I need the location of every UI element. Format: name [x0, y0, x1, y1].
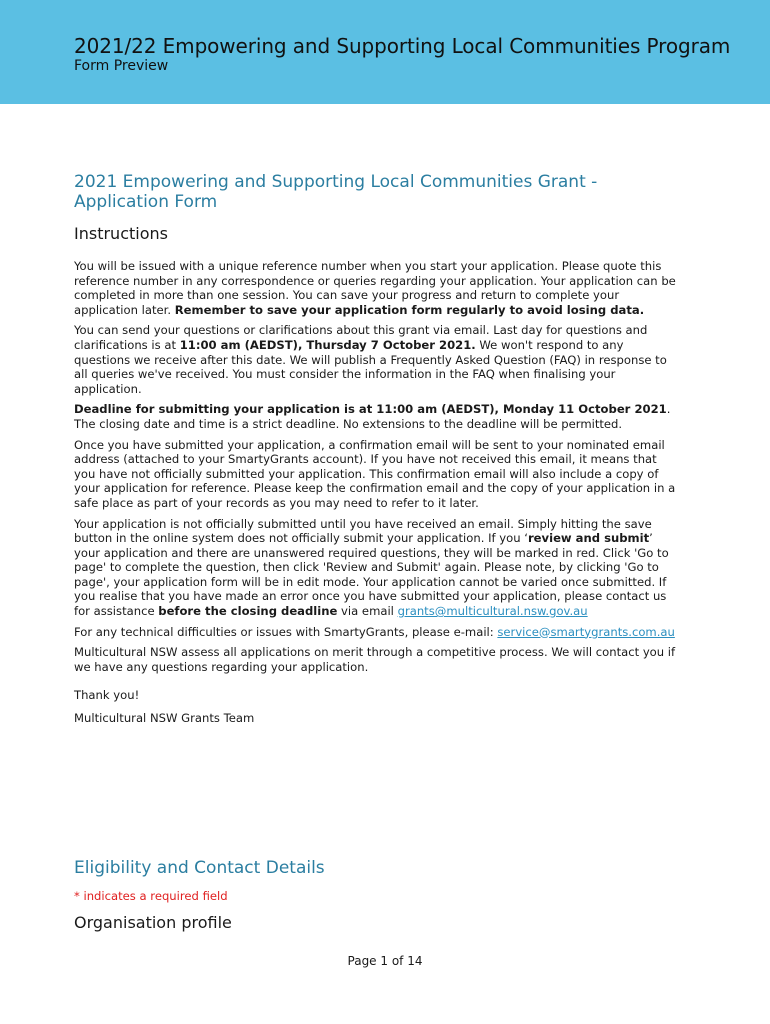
- paragraph-text: You will be issued with a unique reference number when you start your application. Please quote this reference number in any correspondence or queries regarding your application. Your application can be completed in more than one session. You can save your progress and return to complete your application later.: [74, 259, 676, 317]
- paragraph-emphasis: before the closing deadline: [158, 604, 338, 619]
- instruction-paragraph-assessment: [74, 645, 678, 674]
- eligibility-section-heading: Eligibility and Contact Details: [74, 858, 325, 878]
- required-field-note: * indicates a required field: [74, 889, 228, 903]
- page-header: [0, 0, 770, 104]
- paragraph-text: . The closing date and time is a strict deadline. No extensions to the deadline will be permitted.: [74, 402, 671, 431]
- instruction-paragraph-technical: [74, 625, 678, 640]
- instructions-body: [74, 259, 678, 726]
- paragraph-emphasis: review and submit: [527, 531, 650, 546]
- team-signature: Multicultural NSW Grants Team: [74, 711, 255, 726]
- paragraph-text: via email: [337, 604, 398, 619]
- support-email-link[interactable]: service@smartygrants.com.au: [497, 624, 675, 639]
- form-title: 2021 Empowering and Supporting Local Communities Grant - Application Form: [74, 172, 598, 212]
- grants-email-link[interactable]: grants@multicultural.nsw.gov.au: [397, 604, 588, 619]
- paragraph-text: For any technical difficulties or issues with SmartyGrants, please e-mail:: [74, 624, 498, 639]
- page-number: Page 1 of 14: [347, 954, 423, 968]
- program-title: 2021/22 Empowering and Supporting Local Communities Program: [74, 34, 731, 58]
- instructions-content: [74, 172, 678, 732]
- instruction-paragraph-deadline: [74, 402, 678, 431]
- paragraph-emphasis: Deadline for submitting your application is at 11:00 am (AEDST), Monday 11 October 2021: [74, 402, 667, 417]
- paragraph-text: Once you have submitted your application, a confirmation email will be sent to your nominated email address (attached to your SmartyGrants account). If you have not received this email, it means that you have not officially submitted your application. This confirmation email will also include a copy of your application for reference. Please keep the confirmation email and the copy of your application in a safe place as part of your records as you may need to refer to it later.: [74, 437, 676, 510]
- paragraph-text: ’ your application and there are unanswered required questions, they will be marked in red. Click 'Go to page' to complete the question, then click 'Review and Submit' again. Please note, by clicking 'Go to page', your application form will be in edit mode. Your application cannot be varied once submitted. If you realise that you have made an error once you have submitted your application, please contact us for assistance: [74, 531, 669, 619]
- thank-you-text: Thank you!: [74, 688, 140, 703]
- paragraph-text: You can send your questions or clarifications about this grant via email. Last day for questions and clarifications is at: [74, 323, 648, 352]
- instruction-paragraph-submission: [74, 517, 678, 619]
- instruction-paragraph-questions: [74, 323, 678, 396]
- paragraph-emphasis: Remember to save your application form regularly to avoid losing data.: [174, 302, 645, 317]
- instruction-paragraph-confirmation: [74, 438, 678, 511]
- organisation-profile-heading: Organisation profile: [74, 913, 232, 932]
- instruction-paragraph-reference: [74, 259, 678, 317]
- instructions-heading: Instructions: [74, 224, 168, 243]
- paragraph-emphasis: 11:00 am (AEDST), Thursday 7 October 2021.: [179, 337, 476, 352]
- paragraph-text: Multicultural NSW assess all applications on merit through a competitive process. We will contact you if we have any questions regarding your application.: [74, 645, 676, 674]
- paragraph-text: Your application is not officially submitted until you have received an email. Simply hitting the save button in the online system does not officially submit your application. If you ‘: [74, 516, 652, 546]
- paragraph-text: We won't respond to any questions we receive after this date. We will publish a Frequently Asked Question (FAQ) in response to all queries we've received. You must consider the information in the FAQ when finalising your application.: [74, 337, 667, 396]
- form-preview-label: Form Preview: [74, 58, 169, 74]
